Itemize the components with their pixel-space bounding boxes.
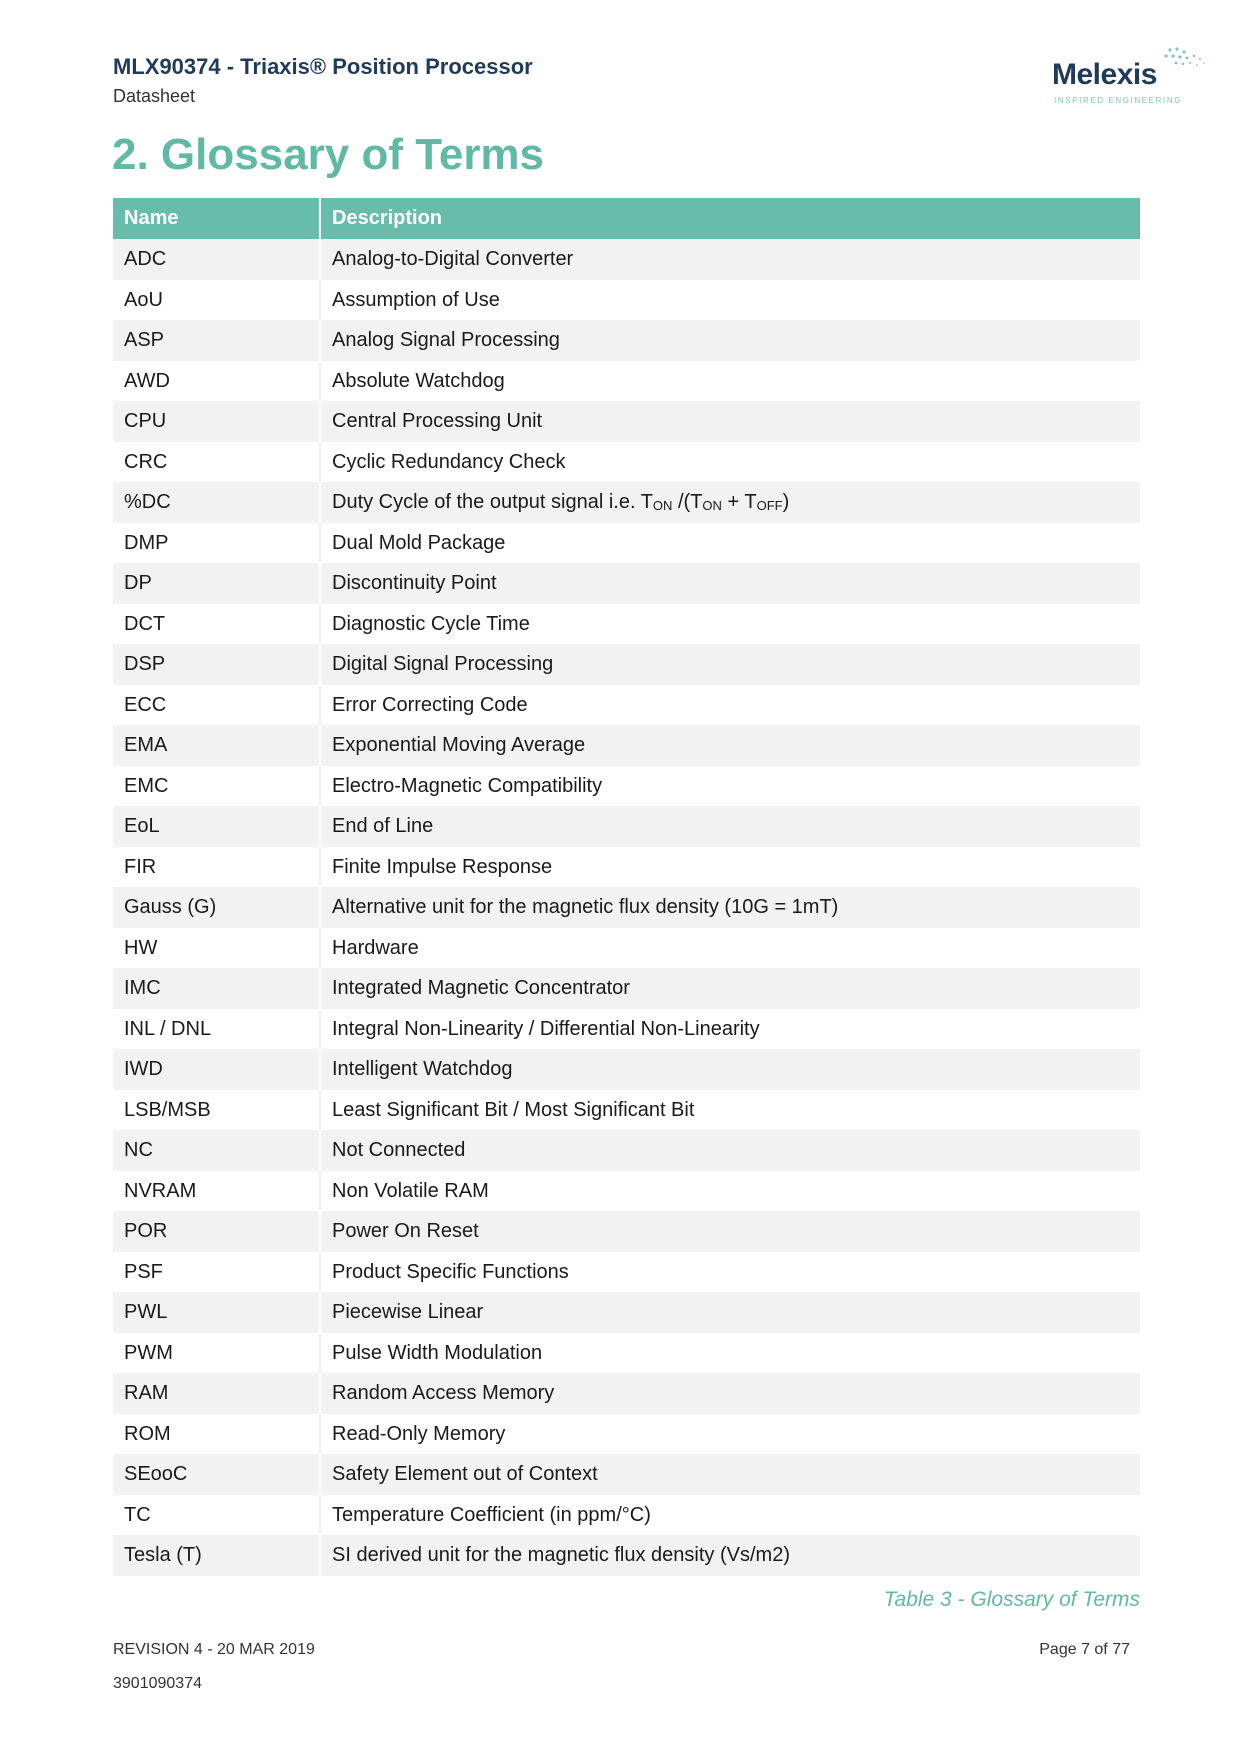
- term-name: NVRAM: [113, 1171, 320, 1212]
- term-name: PWL: [113, 1292, 320, 1333]
- table-row: [113, 1292, 1140, 1333]
- footer-document-number: 3901090374: [113, 1675, 202, 1692]
- footer-page-number: Page 7 of 77: [1039, 1641, 1130, 1658]
- term-description: Integral Non-Linearity / Differential Non-Linearity: [332, 1017, 760, 1040]
- term-name: ASP: [113, 320, 320, 361]
- term-description: Intelligent Watchdog: [320, 1049, 1140, 1090]
- term-name: NC: [113, 1130, 320, 1171]
- term-description: Safety Element out of Context: [320, 1454, 1140, 1495]
- table-row: [113, 1211, 1140, 1252]
- term-description: Error Correcting Code: [332, 693, 528, 716]
- term-description: Diagnostic Cycle Time: [332, 612, 530, 635]
- table-row: [113, 523, 1140, 564]
- column-header-description: Description: [320, 198, 1140, 239]
- term-description: Assumption of Use: [332, 288, 500, 311]
- term-description: Analog Signal Processing: [320, 320, 1140, 361]
- term-description: SI derived unit for the magnetic flux density (Vs/m2): [320, 1535, 1140, 1576]
- column-header-name: Name: [113, 198, 320, 239]
- table-row: [113, 1535, 1140, 1576]
- table-row: [113, 563, 1140, 604]
- table-row: [113, 847, 1140, 888]
- table-row: [113, 887, 1140, 928]
- term-name: EMA: [113, 725, 320, 766]
- subscript-on: ON: [702, 498, 722, 514]
- table-row: [113, 806, 1140, 847]
- term-description: Cyclic Redundancy Check: [332, 450, 566, 473]
- term-description: Finite Impulse Response: [332, 855, 553, 878]
- term-description: Discontinuity Point: [320, 563, 1140, 604]
- term-description: Absolute Watchdog: [332, 369, 505, 392]
- term-description: Non Volatile RAM: [332, 1179, 489, 1202]
- term-description: Random Access Memory: [320, 1373, 1140, 1414]
- table-row: [113, 1414, 1140, 1455]
- table-row: [113, 604, 1140, 645]
- term-description: Power On Reset: [320, 1211, 1140, 1252]
- table-caption: Table 3 - Glossary of Terms: [883, 1588, 1140, 1611]
- desc-suffix: ): [782, 491, 790, 514]
- table-row: [113, 725, 1140, 766]
- term-description: Exponential Moving Average: [320, 725, 1140, 766]
- term-name: CRC: [113, 442, 320, 483]
- table-row: [113, 361, 1140, 402]
- term-description: Analog-to-Digital Converter: [320, 239, 1140, 280]
- term-name: IWD: [113, 1049, 320, 1090]
- subscript-off: OFF: [756, 498, 783, 514]
- term-name: DMP: [113, 523, 320, 564]
- table-row: [113, 1495, 1140, 1536]
- term-description: Piecewise Linear: [320, 1292, 1140, 1333]
- term-description: Temperature Coefficient (in ppm/°C): [332, 1503, 651, 1526]
- term-name: PSF: [113, 1252, 320, 1293]
- subscript-on: ON: [652, 498, 673, 514]
- table-row: [113, 442, 1140, 483]
- term-name: HW: [113, 928, 320, 969]
- term-name: ADC: [113, 239, 320, 280]
- table-row: [113, 1252, 1140, 1293]
- document-title: MLX90374 - Triaxis® Position Processor: [113, 54, 533, 79]
- logo-tagline: INSPIRED ENGINEERING: [1054, 96, 1183, 105]
- table-row: [113, 1171, 1140, 1212]
- term-description: Integrated Magnetic Concentrator: [320, 968, 1140, 1009]
- term-name: RAM: [113, 1373, 320, 1414]
- term-name: DP: [113, 563, 320, 604]
- table-row: [113, 928, 1140, 969]
- term-description: Not Connected: [320, 1130, 1140, 1171]
- table-row: [113, 644, 1140, 685]
- table-row: [113, 239, 1140, 280]
- term-name: FIR: [113, 847, 320, 888]
- term-name: ROM: [113, 1414, 320, 1455]
- term-name: AWD: [113, 361, 320, 402]
- term-description: Pulse Width Modulation: [332, 1341, 543, 1364]
- desc-mid: + T: [721, 491, 757, 514]
- term-description: Hardware: [332, 936, 419, 959]
- table-row: [113, 968, 1140, 1009]
- table-row: [113, 320, 1140, 361]
- term-name: %DC: [113, 482, 320, 523]
- table-row: [113, 482, 1140, 523]
- term-name: CPU: [113, 401, 320, 442]
- table-row: [113, 1090, 1140, 1131]
- term-name: Gauss (G): [113, 887, 320, 928]
- term-description: Alternative unit for the magnetic flux density (10G = 1mT): [320, 887, 1140, 928]
- term-description: Product Specific Functions: [332, 1260, 569, 1283]
- term-name: Tesla (T): [113, 1535, 320, 1576]
- term-description: Central Processing Unit: [320, 401, 1140, 442]
- table-row: [113, 1049, 1140, 1090]
- glossary-table: [113, 198, 1140, 1576]
- table-row: [113, 1130, 1140, 1171]
- term-name: SEooC: [113, 1454, 320, 1495]
- term-description: Electro-Magnetic Compatibility: [332, 774, 603, 797]
- section-heading: 2. Glossary of Terms: [112, 130, 545, 179]
- term-description: Dual Mold Package: [332, 531, 506, 554]
- term-name: PWM: [113, 1333, 320, 1374]
- document-subtitle: Datasheet: [113, 86, 196, 106]
- melexis-logo: [1052, 46, 1202, 106]
- table-row: [113, 1333, 1140, 1374]
- term-description: Least Significant Bit / Most Significant Bit: [332, 1098, 695, 1121]
- table-row: [113, 1373, 1140, 1414]
- table-row: [113, 766, 1140, 807]
- term-description: [320, 482, 1140, 523]
- table-row: [113, 685, 1140, 726]
- term-name: POR: [113, 1211, 320, 1252]
- table-row: [113, 401, 1140, 442]
- table-row: [113, 1009, 1140, 1050]
- term-description: Read-Only Memory: [332, 1422, 506, 1445]
- term-name: EMC: [113, 766, 320, 807]
- table-row: [113, 1454, 1140, 1495]
- term-name: EoL: [113, 806, 320, 847]
- table-row: [113, 280, 1140, 321]
- desc-prefix: Duty Cycle of the output signal i.e. T: [332, 491, 653, 514]
- term-description: Digital Signal Processing: [320, 644, 1140, 685]
- desc-mid: /(T: [672, 491, 703, 514]
- term-name: LSB/MSB: [113, 1090, 320, 1131]
- term-name: ECC: [113, 685, 320, 726]
- term-name: DCT: [113, 604, 320, 645]
- term-name: AoU: [113, 280, 320, 321]
- footer-revision: REVISION 4 - 20 MAR 2019: [113, 1641, 315, 1658]
- term-description: End of Line: [320, 806, 1140, 847]
- logo-wordmark: Melexis: [1052, 58, 1157, 91]
- term-name: INL / DNL: [113, 1009, 320, 1050]
- table-header-row: [113, 198, 1140, 239]
- term-name: IMC: [113, 968, 320, 1009]
- term-name: TC: [113, 1495, 320, 1536]
- term-name: DSP: [113, 644, 320, 685]
